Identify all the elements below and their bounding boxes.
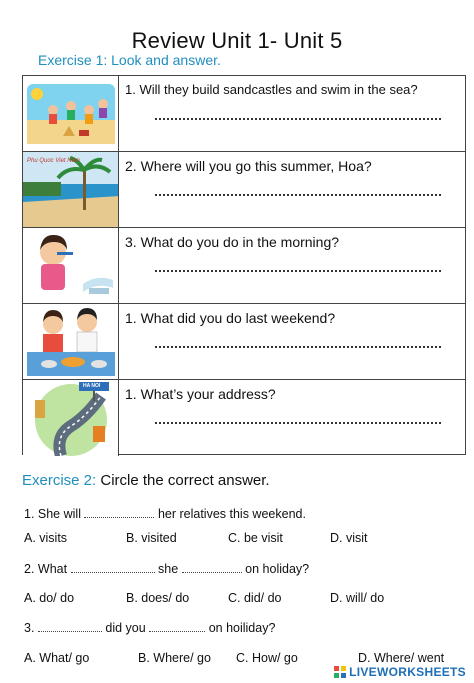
option-b[interactable]: B. visited [126,531,177,545]
question-text: on hoiliday? [208,621,276,635]
question-text: 2. Where will you go this summer, Hoa? [125,158,372,174]
exercise-2-label: Exercise 2: [22,472,97,489]
option-d[interactable]: D. visit [330,531,368,545]
blank [84,508,154,518]
option-a[interactable]: A. visits [24,531,68,545]
answer-input-3[interactable] [159,250,441,268]
answer-input-4[interactable] [159,326,441,344]
option-c[interactable]: C. be visit [228,531,283,545]
option-b[interactable]: B. Where/ go [138,651,211,665]
option-c[interactable]: C. How/ go [236,651,298,665]
question-row-2 [23,152,465,228]
blank [38,622,102,632]
question-row-4 [23,304,465,380]
blank [149,622,205,632]
answer-input-1[interactable] [159,98,441,116]
image-caption: Phu Quoc Viet Nam [27,158,80,164]
worksheet-title: Review Unit 1- Unit 5 [131,28,343,53]
street-sign-text: HA NOI [83,383,101,389]
mc-question-3 [24,621,275,635]
question-text: 3. What do you do in the morning? [125,234,340,250]
option-b[interactable]: B. does/ do [126,591,190,605]
question-text: she [158,562,179,576]
question-text: 1. What did you do last weekend? [125,310,336,326]
question-text: 2. What [24,562,68,576]
question-text: 1. She will [24,507,81,521]
exercise-1-heading: Exercise 1: Look and answer. [38,52,221,68]
question-text: did you [105,621,146,635]
question-row-5 [23,380,465,456]
street-address-picture [23,380,119,456]
answer-input-5[interactable] [159,402,441,420]
question-text: 1. Will they build sandcastles and swim in the sea? [125,82,418,97]
option-d[interactable]: D. will/ do [330,591,385,605]
liveworksheets-logo-icon [334,666,346,678]
option-c[interactable]: C. did/ do [228,591,282,605]
girl-brushing-teeth-picture [23,228,119,303]
option-d[interactable]: D. Where/ went [358,651,445,665]
phu-quoc-beach-picture [23,152,119,227]
blank [71,563,155,573]
mc-question-1 [24,507,306,521]
answer-input-2[interactable] [159,174,441,192]
family-meal-picture [23,304,119,379]
beach-kids-picture [23,76,119,151]
exercise-2-heading [22,472,270,489]
question-text: on holiday? [245,562,310,576]
option-a[interactable]: A. What/ go [24,651,90,665]
option-a[interactable]: A. do/ do [24,591,75,605]
question-text: her relatives this weekend. [157,507,306,521]
question-row-3 [23,228,465,304]
brand-text: LIVEWORKSHEETS [349,665,466,679]
exercise-1-table [22,75,466,455]
question-row-1 [23,76,465,152]
blank [182,563,242,573]
question-text: 1. What’s your address? [125,386,276,402]
exercise-2-instruction: Circle the correct answer. [100,472,270,489]
mc-question-2 [24,562,309,576]
question-text: 3. [24,621,35,635]
liveworksheets-logo [334,665,466,679]
